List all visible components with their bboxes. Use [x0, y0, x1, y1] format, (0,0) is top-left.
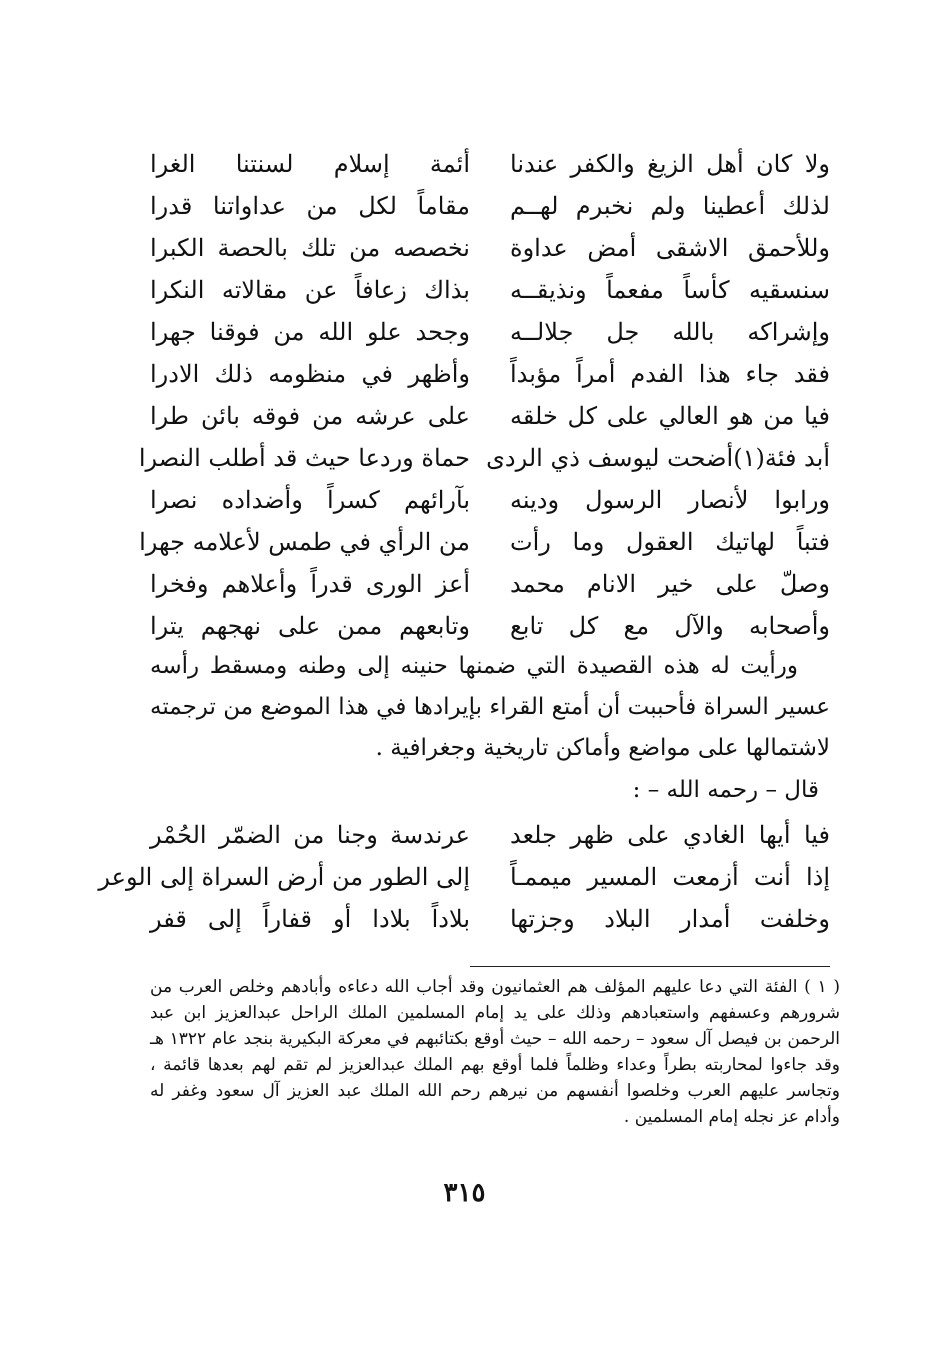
poem-verse — [98, 858, 830, 900]
poem-verse — [150, 565, 830, 607]
verse-second-hemistich: وجحد علو الله من فوقنا جهرا — [150, 318, 470, 346]
prose-paragraph — [150, 646, 830, 769]
page-number: ٣١٥ — [443, 1178, 486, 1208]
verse-first-hemistich: فتباً لهاتيك العقول وما رأت — [510, 528, 830, 556]
verse-second-hemistich: بلاداً بلادا أو قفاراً إلى قفر — [150, 905, 470, 933]
footnote — [150, 974, 840, 1130]
verse-first-hemistich: وصلّ على خير الانام محمد — [510, 570, 830, 598]
verse-second-hemistich: بذاك زعافاً عن مقالاته النكرا — [150, 276, 470, 304]
verse-first-hemistich: فيا أيها الغادي على ظهر جلعد — [510, 821, 830, 849]
verse-second-hemistich: بآرائهم كسراً وأضداده نصرا — [150, 486, 470, 514]
verse-first-hemistich: فيا من هو العالي على كل خلقه — [510, 402, 830, 430]
poem-block-bottom — [98, 816, 830, 942]
verse-second-hemistich: وأظهر في منظومه ذلك الادرا — [150, 360, 470, 388]
verse-second-hemistich: عرندسة وجنا من الضمّر الحُمْر — [150, 821, 470, 849]
footnote-text: ( ١ ) الفئة التي دعا عليهم المؤلف هم العثمانيون وقد أجاب الله دعاءه وأبادهم وخلص العرب من شرورهم وعسفهم واستعبادهم وذلك على يد إمام المسلمين الملك الراحل عبدالعزيز ابن عبد الرحمن بن فيصل آل سعود – رحمه الله – حيث أوقع بكتائبهم في معركة البكيرية بنجد عام ١٣٢٢ هـ وقد جاءوا لمحاربته بطراً وعداء وظلماً فلما أوقع بهم الملك عبدالعزيز لم تقم لهم بعدها قائمة ، وتجاسر عليهم العرب وخلصوا أنفسهم من نيرهم رحم الله الملك عبد العزيز آل سعود وغفر له وأدام عز نجله إمام المسلمين . — [150, 977, 840, 1127]
poem-verse — [150, 900, 830, 942]
verse-first-hemistich: وإشراكه بالله جل جلالــه — [510, 318, 830, 346]
footnote-separator — [470, 966, 830, 967]
paragraph-text: ورأيت له هذه القصيدة التي ضمنها حنينه إلى وطنه ومسقط رأسه عسير السراة فأحببت أن أمتع القراء بإيرادها في هذا الموضع من ترجمته لاشتمالها على مواضع وأماكن تاريخية وجغرافية . — [150, 653, 830, 761]
poem-verse — [150, 481, 830, 523]
verse-second-hemistich: إلى الطور من أرض السراة إلى الوعر — [98, 863, 470, 891]
poem-verse — [150, 229, 830, 271]
poem-verse — [150, 397, 830, 439]
verse-second-hemistich: أعز الورى قدراً وأعلاهم وفخرا — [150, 570, 470, 598]
poem-verse — [150, 355, 830, 397]
poem-verse — [150, 187, 830, 229]
verse-first-hemistich: أبد فئة(١)أضحت ليوسف ذي الردى — [486, 444, 830, 472]
poem-block-top — [138, 145, 830, 649]
poem-verse — [139, 523, 830, 565]
poem-verse — [150, 313, 830, 355]
verse-first-hemistich: إذا أنت أزمعت المسير ميممـاً — [510, 863, 830, 891]
poem-verse — [138, 439, 830, 481]
verse-first-hemistich: وخلفت أمدار البلاد وجزتها — [510, 905, 830, 933]
verse-second-hemistich: مقاماً لكل من عداواتنا قدرا — [150, 192, 470, 220]
verse-second-hemistich: من الرأي في طمس لأعلامه جهرا — [139, 528, 470, 556]
poem-verse — [150, 145, 830, 187]
verse-second-hemistich: نخصصه من تلك بالحصة الكبرا — [150, 234, 470, 262]
poem-intro: قال – رحمه الله – : — [632, 777, 819, 803]
verse-first-hemistich: وللأحمق الاشقى أمض عداوة — [510, 234, 830, 262]
verse-second-hemistich: أئمة إسلام لسنتنا الغرا — [150, 150, 470, 178]
verse-first-hemistich: وأصحابه والآل مع كل تابع — [510, 612, 830, 640]
verse-first-hemistich: ورابوا لأنصار الرسول ودينه — [510, 486, 830, 514]
poem-verse — [150, 271, 830, 313]
verse-first-hemistich: فقد جاء هذا الفدم أمراً مؤبداً — [510, 360, 830, 388]
verse-first-hemistich: سنسقيه كأساً مفعماً ونذيقــه — [510, 276, 830, 304]
poem-verse — [150, 607, 830, 649]
poem-verse — [150, 816, 830, 858]
verse-second-hemistich: حماة وردعا حيث قد أطلب النصرا — [138, 444, 470, 472]
verse-first-hemistich: لذلك أعطينا ولم نخبرم لهــم — [510, 192, 830, 220]
verse-second-hemistich: وتابعهم ممن على نهجهم يترا — [150, 612, 470, 640]
verse-second-hemistich: على عرشه من فوقه بائن طرا — [150, 402, 470, 430]
verse-first-hemistich: ولا كان أهل الزيغ والكفر عندنا — [510, 150, 830, 178]
